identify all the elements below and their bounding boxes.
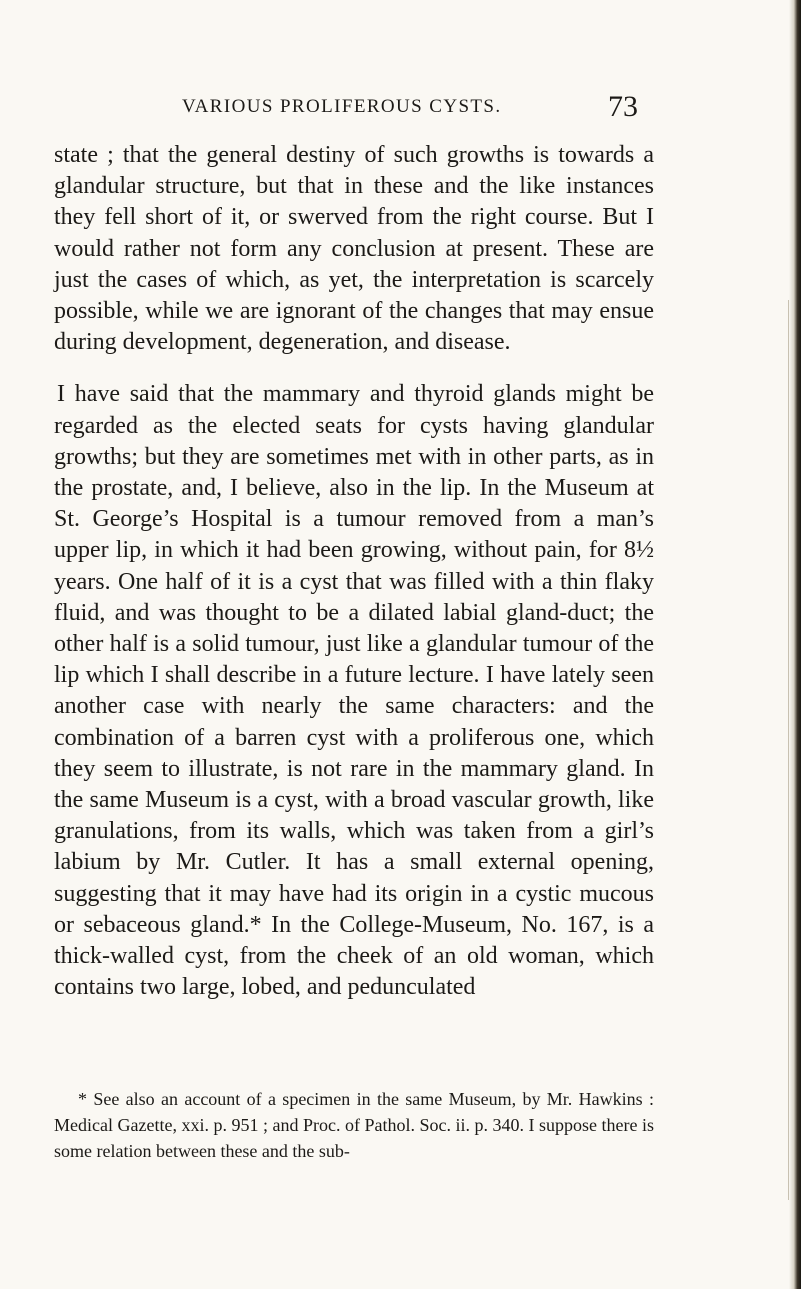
page-number: 73 (608, 90, 638, 123)
paragraph-1: state ; that the general destiny of such growths is towards a glandular structure, but that in these and the like instances they fell short of it, or swerved from the right course. But I would rather not form any conclusion at present. These are just the cases of which, as yet, the interpretation is scarcely possible, while we are ignorant of the changes that may ensue during development, degeneration, and disease. (54, 142, 654, 356)
paragraph-2: I have said that the mammary and thyroid glands might be regarded as the elected seats for cysts having glandular growths; but they are sometimes met with in other parts, as in the prostate, and, I believe, also in the lip. In the Museum at St. George’s Hospital is a tumour removed from a man’s upper lip, in which it had been growing, without pain, for 8½ years. One half of it is a cyst that was filled with a thin flaky fluid, and was thought to be a dilated labial gland-duct; the other half is a solid tumour, just like a glandular tumour of the lip which I shall describe in a future lecture. I have lately seen another case with nearly the same characters: and the combination of a barren cyst with a proliferous one, which they seem to illustrate, is not rare in the mammary gland. In the same Museum is a cyst, with a broad vascular growth, like granulations, from its walls, which was taken from a girl’s labium by Mr. Cutler. It has a small external opening, suggesting that it may have had its origin in a cystic mucous or sebaceous gland.* In the College-Museum, No. 167, is a thick-walled cyst, from the cheek of an old woman, which contains two large, lobed, and pedunculated (54, 381, 654, 1001)
footnote-text: * See also an account of a specimen in the same Museum, by Mr. Hawkins : Medical Gazette, xxi. p. 951 ; and Proc. of Pathol. Soc. ii. p. 340. I suppose there is some relation between these and the sub- (54, 1089, 654, 1161)
page-header (182, 90, 638, 130)
page-edge-shadow (789, 0, 801, 1289)
running-title: VARIOUS PROLIFEROUS CYSTS. (182, 96, 502, 117)
footnote (54, 1086, 654, 1164)
body-text (54, 140, 654, 1003)
